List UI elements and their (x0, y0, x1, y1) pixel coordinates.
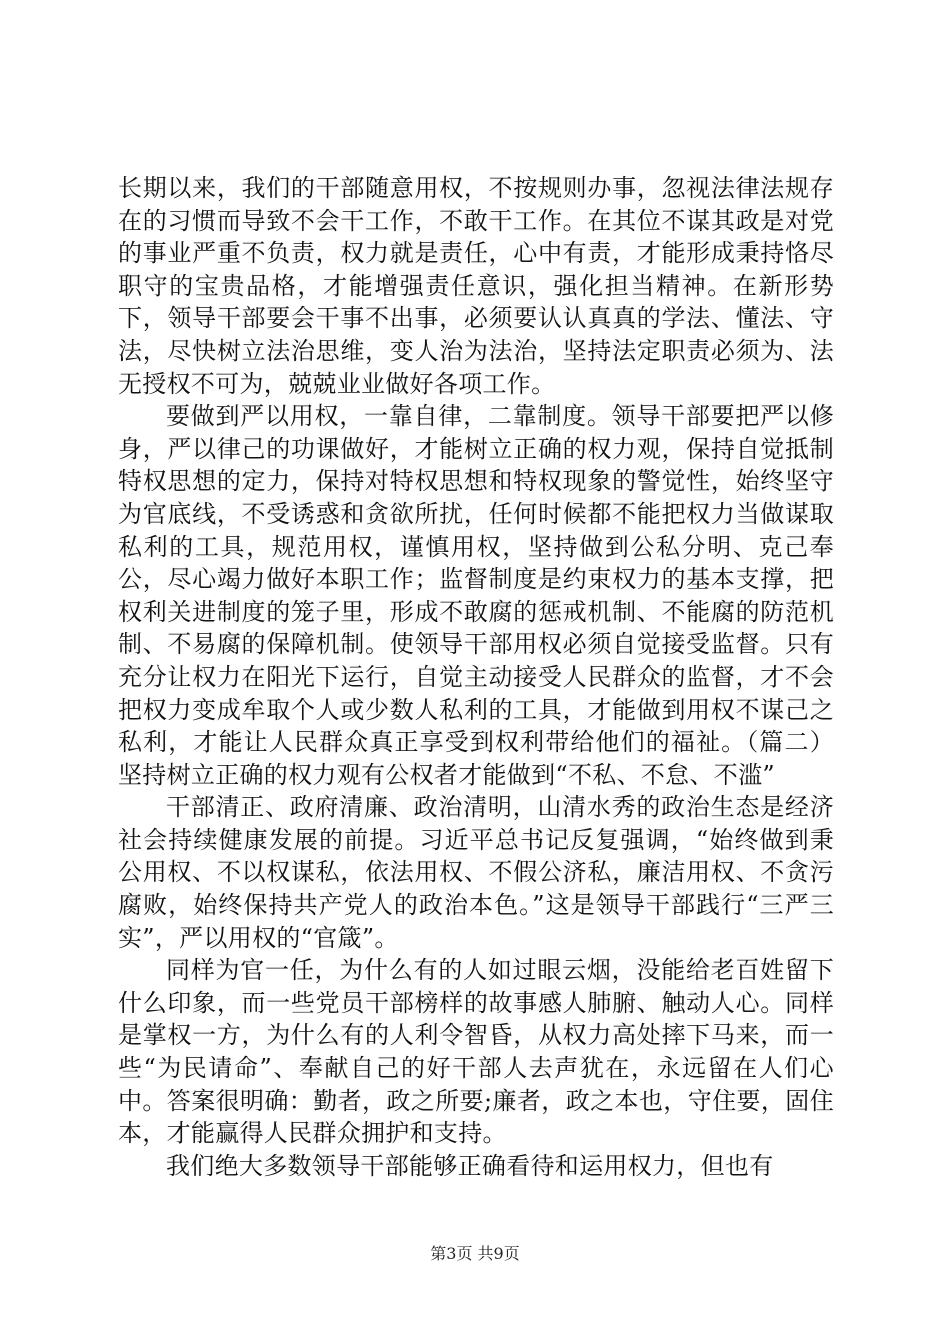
document-body (118, 172, 834, 1182)
paragraph-1: 长期以来，我们的干部随意用权，不按规则办事，忽视法律法规存在的习惯而导致不会干工作，不敢干工作。在其位不谋其政是对党的事业严重不负责，权力就是责任，心中有责，才能形成秉持恪尽职守的宝贵品格，才能增强责任意识，强化担当精神。在新形势下，领导干部要会干事不出事，必须要认认真真的学法、懂法、守法，尽快树立法治思维，变人治为法治，坚持法定职责必须为、法无授权不可为，兢兢业业做好各项工作。 (118, 174, 834, 398)
paragraph-2: 要做到严以用权，一靠自律，二靠制度。领导干部要把严以修身，严以律己的功课做好，才能树立正确的权力观，保持自觉抵制特权思想的定力，保持对特权思想和特权现象的警觉性，始终坚守为官底线，不受诱惑和贪欲所扰，任何时候都不能把权力当做谋取私利的工具，规范用权，谨慎用权，坚持做到公私分明、克己奉公，尽心竭力做好本职工作；监督制度是约束权力的基本支撑，把权利关进制度的笼子里，形成不敢腐的惩戒机制、不能腐的防范机制、不易腐的保障机制。使领导干部用权必须自觉接受监督。只有充分让权力在阳光下运行，自觉主动接受人民群众的监督，才不会把权力变成牟取个人或少数人私利的工具，才能做到用权不谋己之私利，才能让人民群众真正享受到权利带给他们的福祉。（篇二）坚持树立正确的权力观有公权者才能做到“不私、不怠、不滥” (118, 402, 834, 789)
page-number-footer: 第3页 共9页 (430, 1244, 520, 1263)
paragraph-5: 我们绝大多数领导干部能够正确看待和运用权力，但也有 (166, 1151, 774, 1180)
paragraph-4: 同样为官一任，为什么有的人如过眼云烟，没能给老百姓留下什么印象，而一些党员干部榜样的故事感人肺腑、触动人心。同样是掌权一方，为什么有的人利令智昏，从权力高处摔下马来，而一些“为民请命”、奉献自己的好干部人去声犹在，永远留在人们心中。答案很明确：勤者，政之所要;廉者，政之本也，守住要，固住本，才能赢得人民群众拥护和支持。 (118, 956, 834, 1148)
paragraph-3: 干部清正、政府清廉、政治清明，山清水秀的政治生态是经济社会持续健康发展的前提。习近平总书记反复强调，“始终做到秉公用权、不以权谋私，依法用权、不假公济私，廉洁用权、不贪污腐败，始终保持共产党人的政治本色。”这是领导干部践行“三严三实”，严以用权的“官箴”。 (118, 793, 834, 952)
